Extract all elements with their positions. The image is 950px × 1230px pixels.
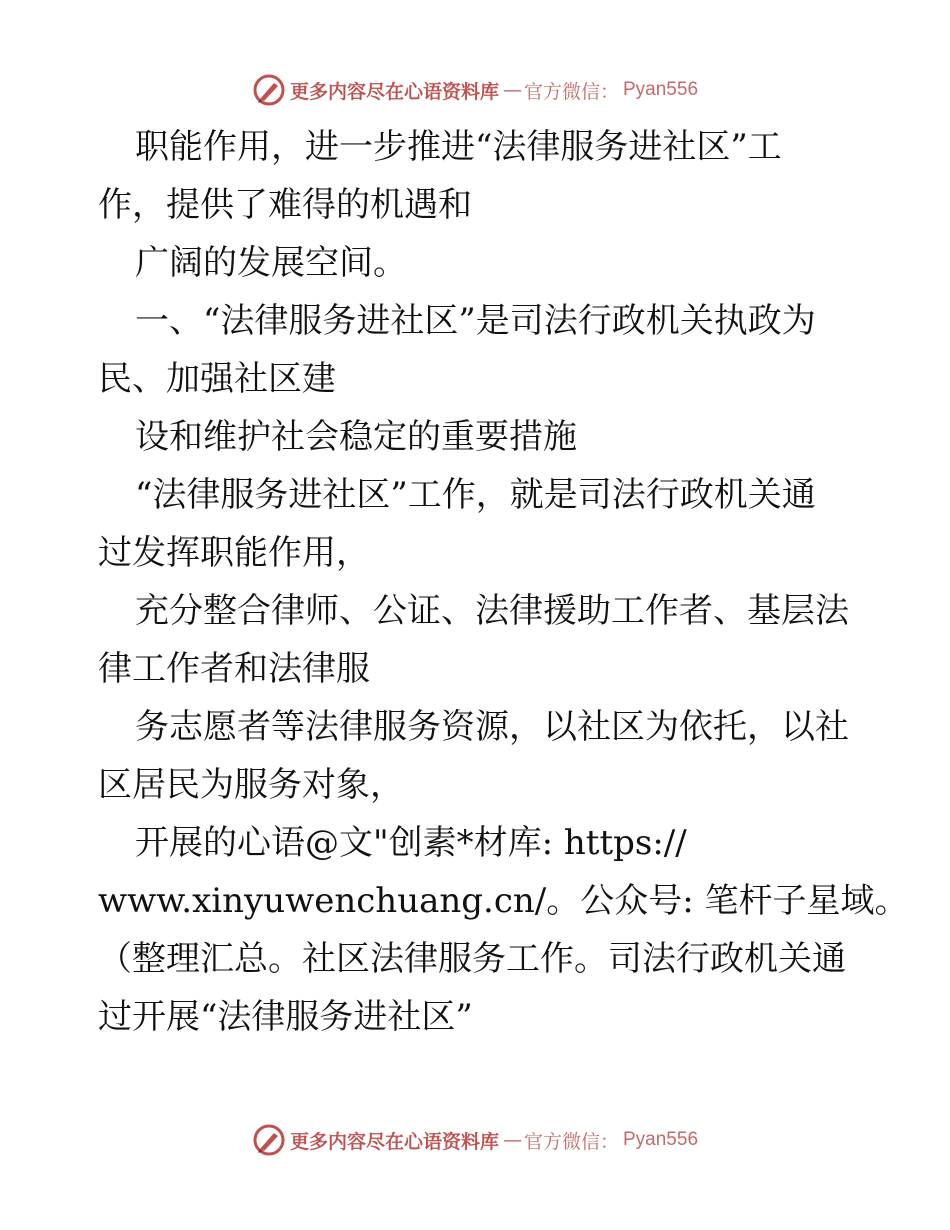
body-line: 一、“法律服务进社区”是司法行政机关执政为 [135,301,816,341]
pen-logo-icon [252,73,286,107]
body-line: 民、加强社区建 [98,359,336,399]
banner-separator: — [502,79,520,101]
document-body [98,118,909,1046]
body-line: www.xinyuwenchuang.cn/。公众号: 笔杆子星域。 [98,881,909,921]
body-line: 务志愿者等法律服务资源，以社区为依托，以社 [135,707,849,747]
banner-wechat-label: 官方微信： [523,80,619,103]
body-line: 律工作者和法律服 [98,649,370,689]
banner-wechat-id: Pyan556 [623,79,699,100]
body-line: （整理汇总。社区法律服务工作。司法行政机关通 [98,939,846,979]
body-line: “法律服务进社区”工作，就是司法行政机关通 [135,475,816,515]
body-line: 区居民为服务对象， [98,765,404,805]
body-line: 充分整合律师、公证、法律援助工作者、基层法 [135,591,849,631]
banner-wechat-id: Pyan556 [623,1129,699,1150]
body-line: 职能作用，进一步推进“法律服务进社区”工 [135,127,782,167]
banner-text: 更多内容尽在心语资料库 [289,1130,499,1153]
header-banner [0,72,950,108]
banner-text: 更多内容尽在心语资料库 [289,80,499,103]
body-line: 过开展“法律服务进社区” [98,997,473,1037]
body-line: 作，提供了难得的机遇和 [98,185,472,225]
banner-separator: — [502,1129,520,1151]
body-line: 开展的心语@文"创素*材库: https:// [135,823,687,863]
body-line: 设和维护社会稳定的重要措施 [135,417,577,457]
footer-banner [0,1122,950,1158]
pen-logo-icon [252,1123,286,1157]
body-line: 过发挥职能作用， [98,533,370,573]
body-line: 广阔的发展空间。 [135,243,407,283]
banner-wechat-label: 官方微信： [523,1130,619,1153]
